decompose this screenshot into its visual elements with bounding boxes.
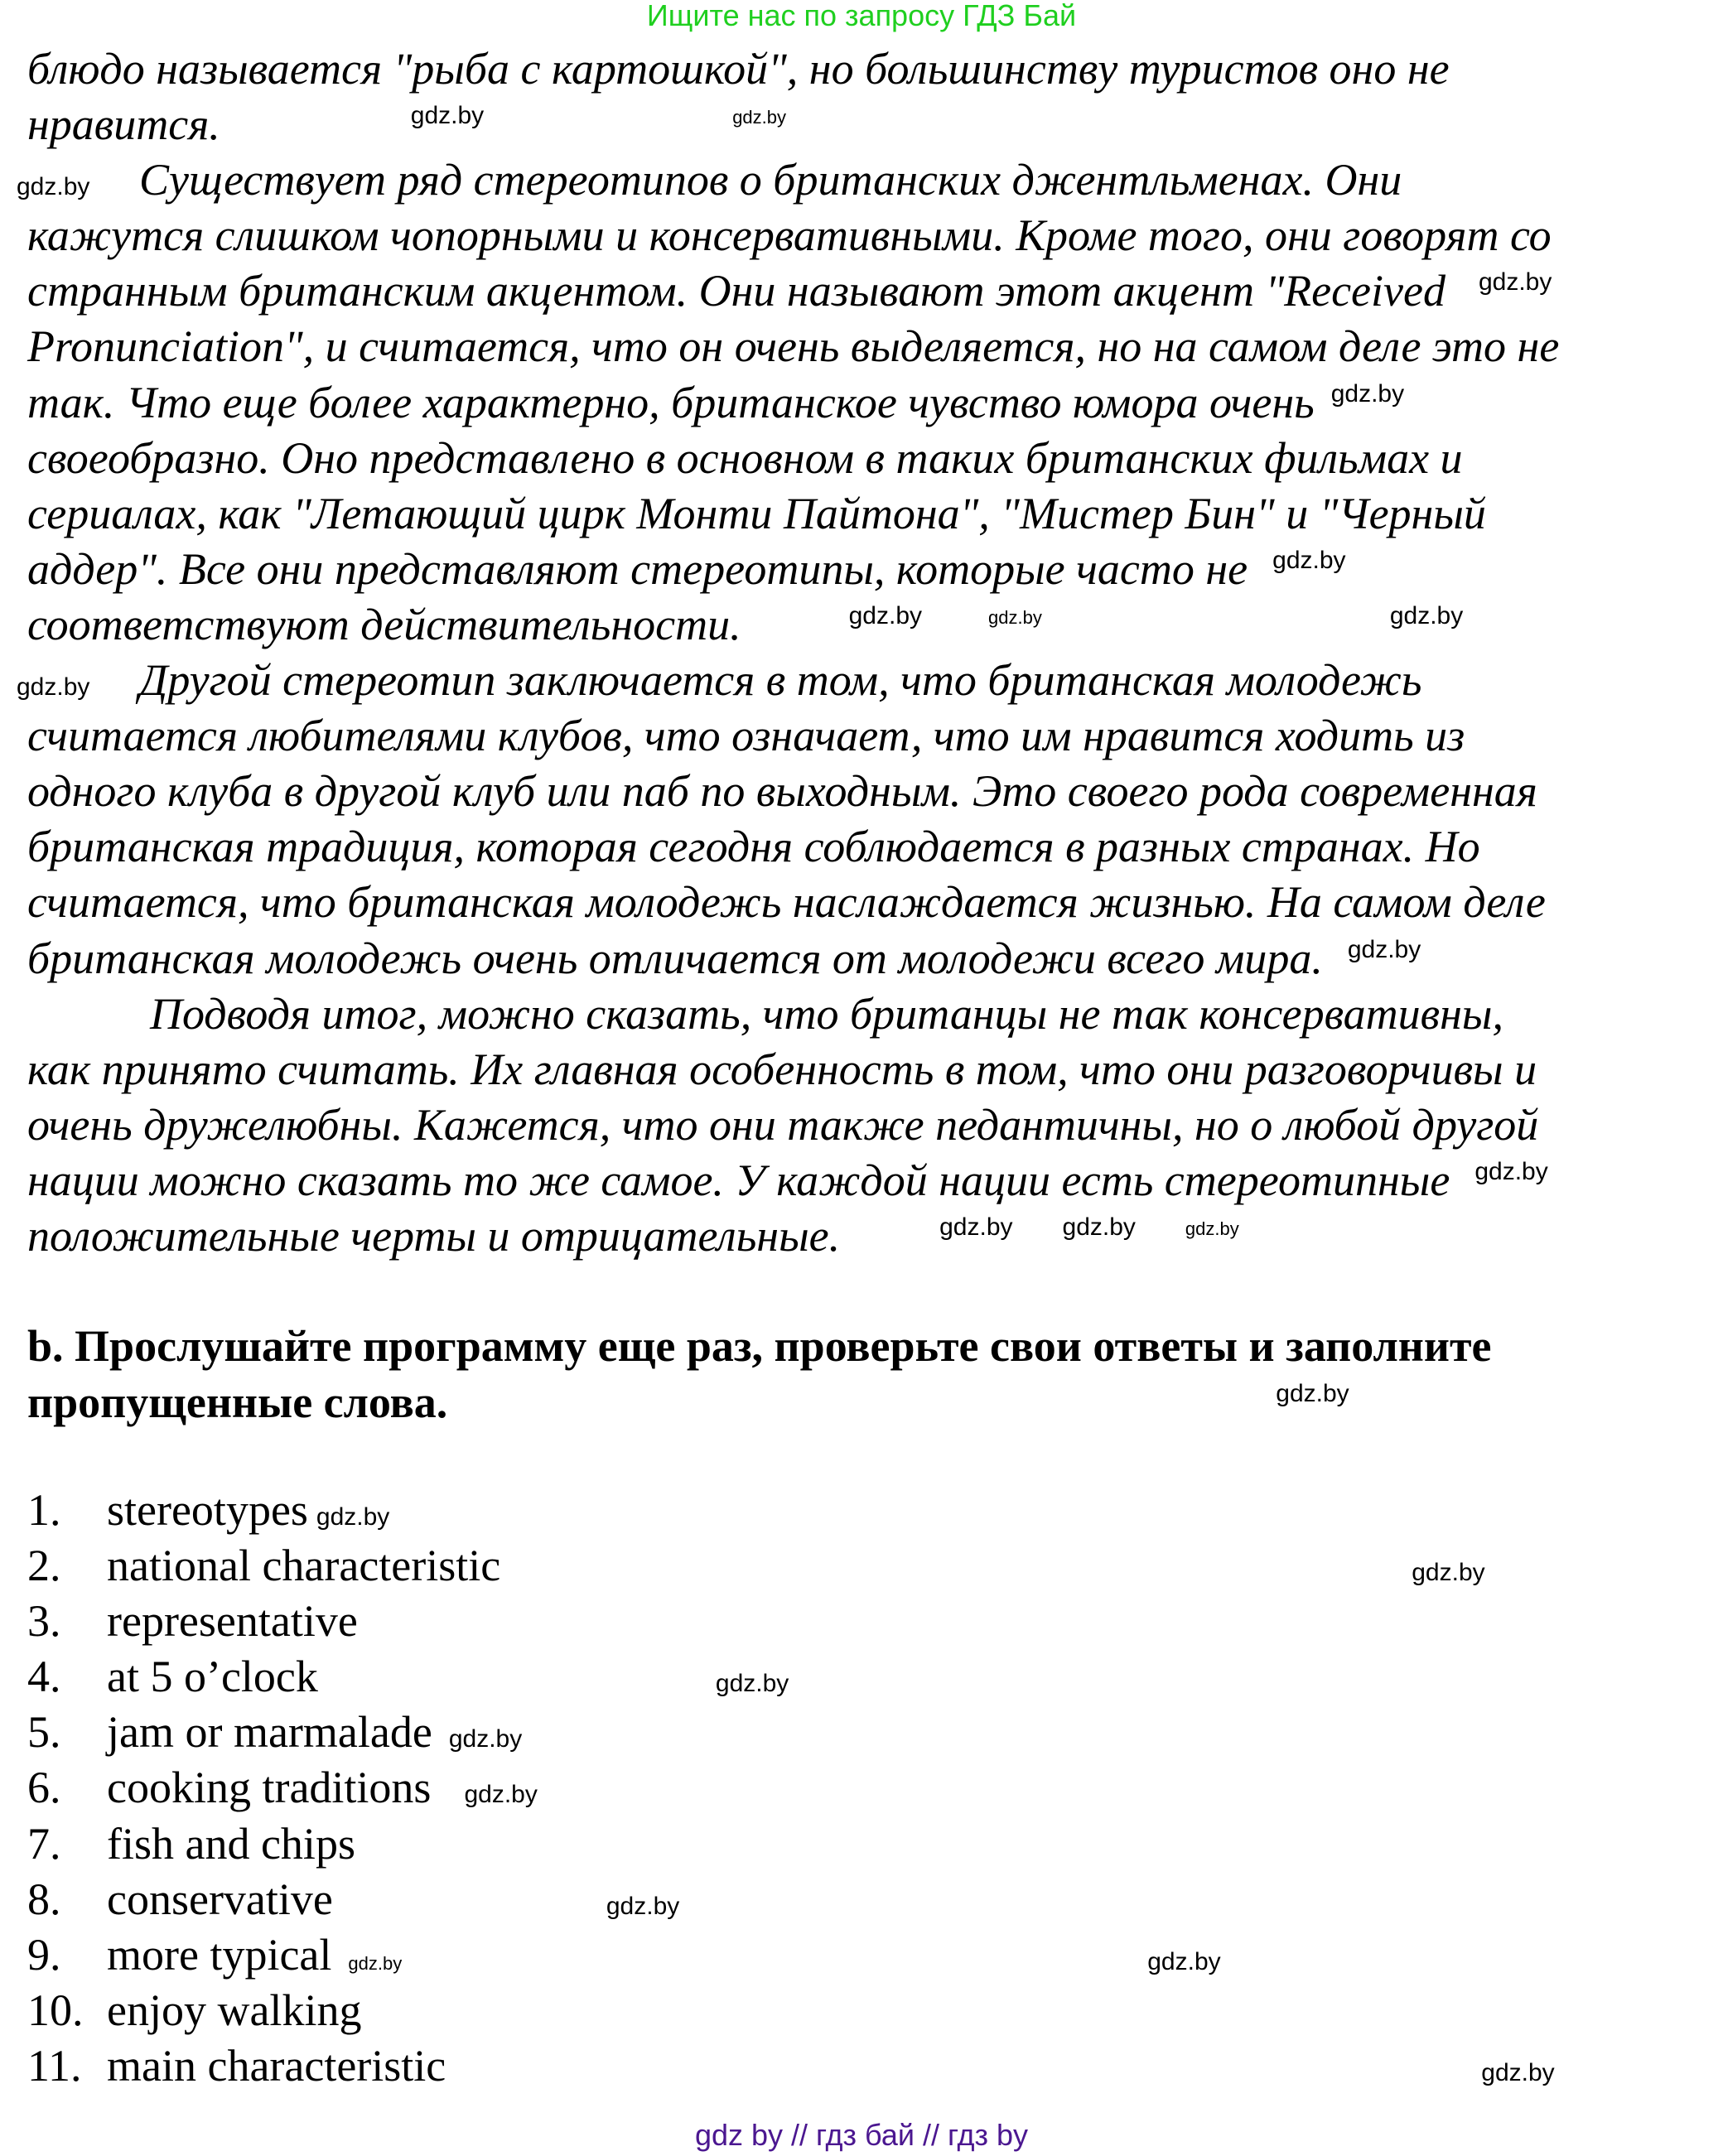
watermark: gdz.by <box>1276 1380 1349 1407</box>
text-line <box>27 597 1717 653</box>
answer-text: stereotypes <box>107 1485 308 1535</box>
text-line-content: как принято считать. Их главная особенность в том, что они разговорчивы и <box>27 1044 1537 1094</box>
answer-text: main characteristic <box>107 2040 446 2091</box>
text-line-content: одного клуба в другой клуб или паб по выходным. Это своего рода современная <box>27 766 1537 817</box>
heading-line: b. Прослушайте программу еще раз, проверьте свои ответы и заполните <box>27 1321 1492 1371</box>
text-line-content: Другой стереотип заключается в том, что британская молодежь <box>139 655 1422 706</box>
text-line-content: положительные черты и отрицательные. <box>27 1210 841 1261</box>
text-line-content: так. Что еще более характерно, британское чувство юмора очень <box>27 377 1315 427</box>
answer-text: fish and chips <box>107 1818 355 1869</box>
answer-item <box>27 1760 1555 1816</box>
answer-number: 1. <box>27 1485 61 1535</box>
footer-links[interactable]: gdz by // гдз бай // гдз by <box>694 2118 1029 2152</box>
watermark: gdz.by <box>1389 601 1464 629</box>
text-line <box>27 486 1717 542</box>
text-line-content: британская традиция, которая сегодня соблюдается в разных странах. Но <box>27 822 1480 872</box>
answer-number: 10. <box>27 1985 84 2035</box>
answer-item <box>27 1705 1555 1760</box>
watermark: gdz.by <box>17 673 90 702</box>
answer-text: representative <box>107 1596 358 1647</box>
text-line-content: нации можно сказать то же самое. У каждой нации есть стереотипные <box>27 1155 1450 1205</box>
answer-text: at 5 o’clock <box>107 1652 318 1702</box>
search-banner[interactable]: Ищите нас по запросу ГДЗ Бай <box>646 0 1077 32</box>
translation-text <box>17 41 1717 1264</box>
answer-number: 2. <box>27 1541 61 1591</box>
text-line-content: своеобразно. Оно представлено в основном в таких британских фильмах и <box>27 432 1463 483</box>
text-line-content: нравится. <box>27 99 220 150</box>
text-line <box>27 431 1717 486</box>
watermark: gdz.by <box>316 1503 390 1531</box>
answer-item <box>27 2038 1555 2094</box>
watermark: gdz.by <box>1185 1218 1239 1239</box>
answer-item <box>27 1594 1555 1649</box>
text-line <box>27 764 1717 819</box>
text-line <box>27 875 1717 930</box>
watermark: gdz.by <box>1330 379 1405 408</box>
answer-text: more typical <box>107 1929 332 1980</box>
answer-number: 6. <box>27 1763 61 1813</box>
answer-text: national characteristic <box>107 1541 501 1591</box>
answer-item <box>27 1483 1555 1538</box>
watermark: gdz.by <box>17 173 90 201</box>
text-line <box>27 1153 1717 1208</box>
exercise-heading <box>27 1318 1717 1430</box>
text-line <box>27 986 1717 1042</box>
text-line <box>27 542 1717 597</box>
text-line-content: аддер". Все они представляют стереотипы, которые часто не <box>27 543 1248 594</box>
text-line <box>27 319 1717 374</box>
watermark: gdz.by <box>1062 1213 1136 1241</box>
watermark: gdz.by <box>348 1952 403 1974</box>
text-line-content: сериалах, как "Летающий цирк Монти Пайтона", "Мистер Бин" и "Черный <box>27 488 1486 538</box>
watermark: gdz.by <box>732 107 787 128</box>
answer-item <box>27 1649 1555 1705</box>
heading-line-text: пропущенные слова. <box>27 1377 448 1427</box>
answer-number: 11. <box>27 2040 82 2091</box>
answer-number: 8. <box>27 1874 61 1924</box>
text-line <box>27 819 1717 875</box>
text-line <box>27 708 1717 764</box>
text-line <box>27 1097 1717 1153</box>
text-line <box>27 263 1717 319</box>
text-line <box>27 1208 1717 1264</box>
watermark: gdz.by <box>1147 1947 1221 1975</box>
answer-text: jam or marmalade <box>107 1707 432 1758</box>
text-line-content: считается любителями клубов, что означает, что им нравится ходить из <box>27 711 1465 761</box>
text-line-content: странным британским акцентом. Они называют этот акцент "Received <box>27 266 1445 316</box>
answer-text: conservative <box>107 1874 333 1924</box>
watermark: gdz.by <box>939 1213 1013 1241</box>
text-line-content: британская молодежь очень отличается от молодежи всего мира. <box>27 933 1323 983</box>
text-line <box>27 41 1717 97</box>
watermark: gdz.by <box>448 1725 523 1753</box>
watermark: gdz.by <box>1478 268 1552 297</box>
heading-line <box>27 1374 1717 1430</box>
answer-item <box>27 1538 1555 1594</box>
text-line-content: блюдо называется "рыба с картошкой", но большинству туристов оно не <box>27 44 1450 94</box>
text-line <box>27 1042 1717 1097</box>
text-line-content: считается, что британская молодежь наслаждается жизнью. На самом деле <box>27 877 1546 928</box>
text-line <box>27 931 1717 986</box>
answer-item <box>27 1816 1555 1872</box>
text-line <box>27 208 1717 263</box>
answer-number: 3. <box>27 1596 61 1647</box>
text-line <box>17 653 1717 708</box>
watermark: gdz.by <box>715 1670 789 1698</box>
watermark: gdz.by <box>988 606 1042 628</box>
text-line-content: Pronunciation", и считается, что он очень выделяется, но на самом деле это не <box>27 321 1560 372</box>
answer-number: 5. <box>27 1707 61 1758</box>
text-line <box>27 375 1717 431</box>
answer-item <box>27 1927 1555 1983</box>
text-line-content: Существует ряд стереотипов о британских джентльменах. Они <box>139 155 1402 205</box>
watermark: gdz.by <box>606 1892 680 1920</box>
text-line-content: Подводя итог, можно сказать, что британцы не так консервативны, <box>150 988 1503 1039</box>
text-line <box>17 152 1717 208</box>
answer-list <box>27 1483 1555 2094</box>
answer-item <box>27 1983 1555 2038</box>
text-line-content: соответствуют действительности. <box>27 599 741 649</box>
answer-item <box>27 1872 1555 1927</box>
answer-number: 9. <box>27 1929 61 1980</box>
watermark: gdz.by <box>464 1781 538 1809</box>
watermark: gdz.by <box>410 102 485 130</box>
watermark: gdz.by <box>1412 1559 1485 1587</box>
answer-number: 4. <box>27 1652 61 1702</box>
answer-text: cooking traditions <box>107 1763 432 1813</box>
watermark: gdz.by <box>1474 1157 1548 1185</box>
answer-number: 7. <box>27 1818 61 1869</box>
text-line <box>27 97 1717 152</box>
text-line-content: очень дружелюбны. Кажется, что они также педантичны, но о любой другой <box>27 1099 1539 1150</box>
watermark: gdz.by <box>1272 546 1346 574</box>
answer-text: enjoy walking <box>107 1985 362 2035</box>
watermark: gdz.by <box>1347 935 1421 963</box>
watermark: gdz.by <box>1481 2058 1555 2086</box>
text-line-content: кажутся слишком чопорными и консервативными. Кроме того, они говорят со <box>27 210 1552 261</box>
watermark: gdz.by <box>848 601 922 629</box>
